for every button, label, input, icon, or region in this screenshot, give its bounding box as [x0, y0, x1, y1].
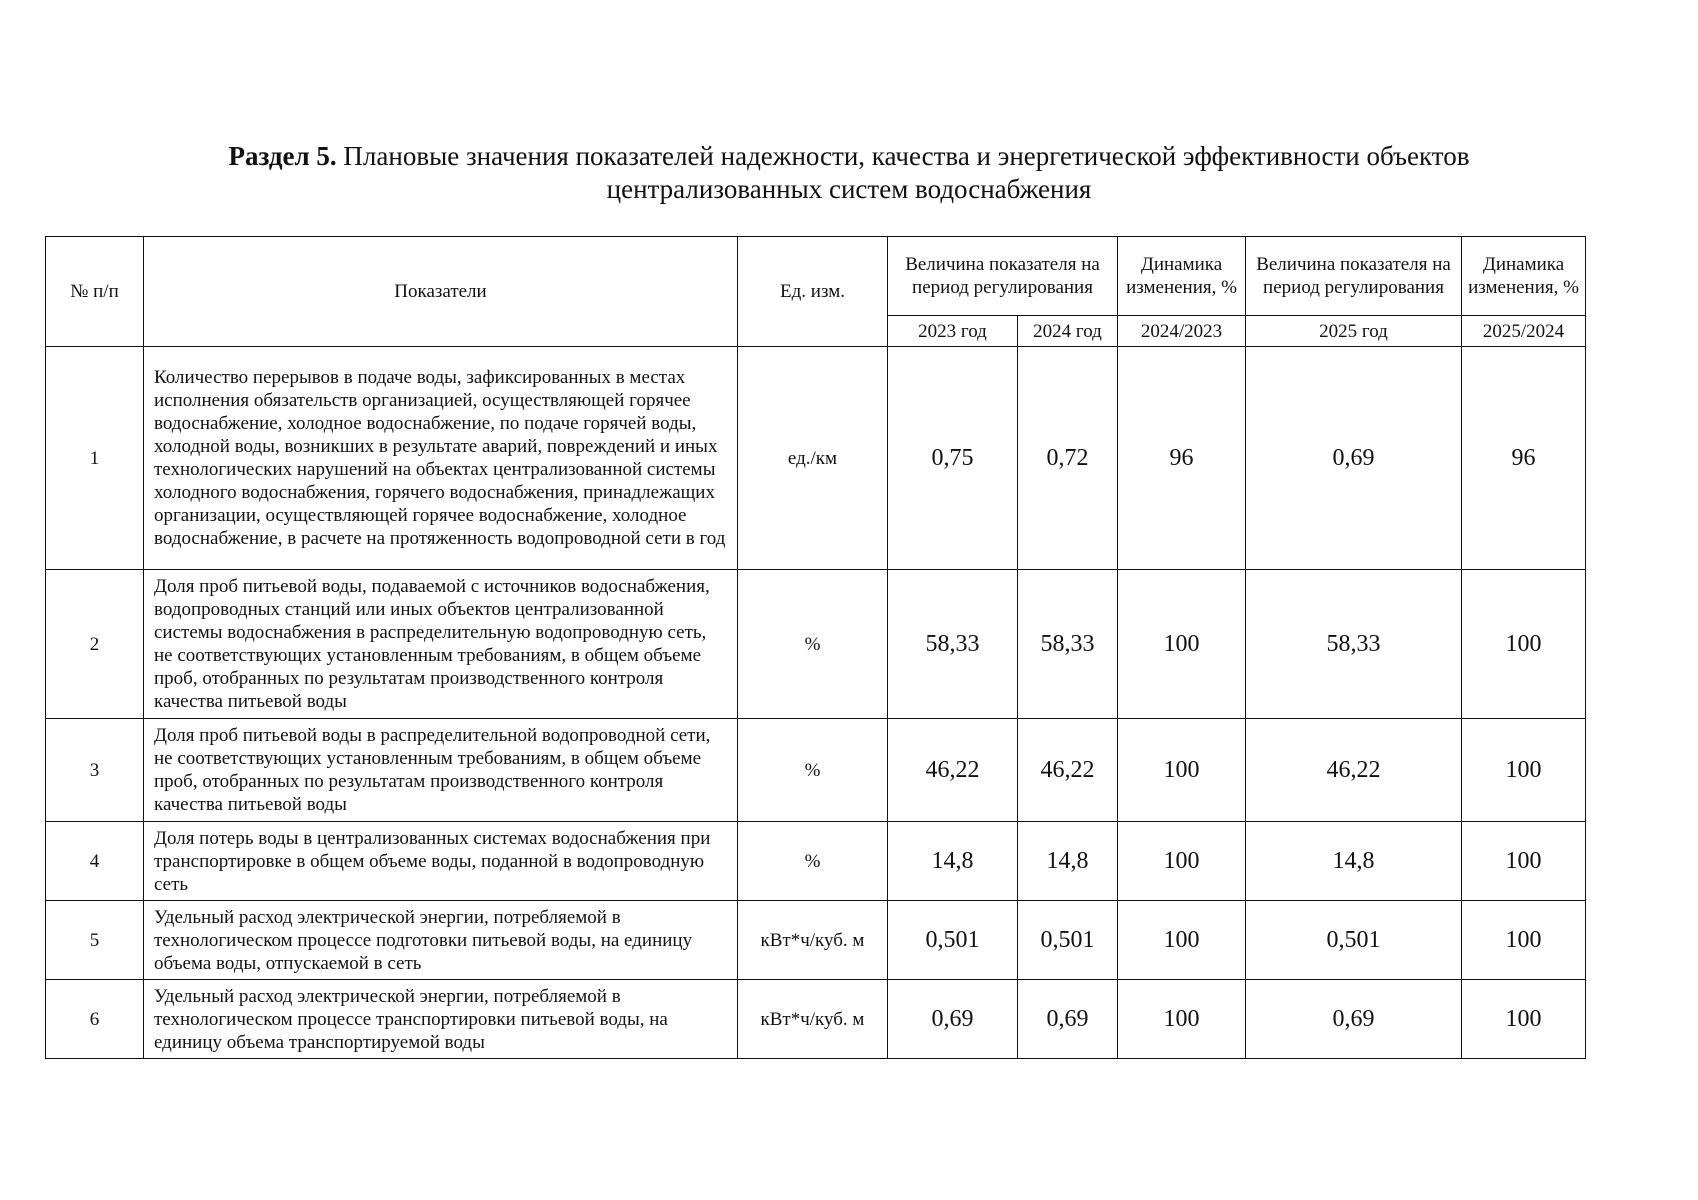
table-row [46, 901, 1586, 980]
row-dynamics-2024: 100 [1118, 570, 1246, 719]
header-ratio-2025-2024: 2025/2024 [1462, 316, 1586, 347]
header-num: № п/п [46, 237, 144, 347]
table-row [46, 822, 1586, 901]
row-value-2023: 14,8 [888, 822, 1018, 901]
row-value-2024: 58,33 [1018, 570, 1118, 719]
row-unit: ед./км [738, 347, 888, 570]
title-section-label: Раздел 5. [228, 141, 337, 171]
row-value-2023: 46,22 [888, 719, 1018, 822]
row-dynamics-2024: 96 [1118, 347, 1246, 570]
row-dynamics-2025: 96 [1462, 347, 1586, 570]
row-dynamics-2024: 100 [1118, 980, 1246, 1059]
section-title [0, 140, 1698, 206]
row-indicator: Количество перерывов в подаче воды, зафиксированных в местах исполнения обязательств организацией, осуществляющей горячее водоснабжение, холодное водоснабжение, по подаче горячей воды, холодной воды, возникших в результате аварий, повреждений и иных технологических нарушений на объектах централизованной системы холодного водоснабжения, горячего водоснабжения, принадлежащих организации, осуществляющей горячее водоснабжение, холодное водоснабжение, в расчете на протяженность водопроводной сети в год [144, 347, 738, 570]
row-num: 6 [46, 980, 144, 1059]
row-indicator: Удельный расход электрической энергии, потребляемой в технологическом процессе транспортировки питьевой воды, на единицу объема транспортируемой воды [144, 980, 738, 1059]
table-row [46, 719, 1586, 822]
header-value-period-2: Величина показателя на период регулирования [1246, 237, 1462, 316]
row-dynamics-2024: 100 [1118, 901, 1246, 980]
row-num: 5 [46, 901, 144, 980]
row-num: 3 [46, 719, 144, 822]
header-unit: Ед. изм. [738, 237, 888, 347]
row-indicator: Доля потерь воды в централизованных системах водоснабжения при транспортировке в общем объеме воды, поданной в водопроводную сеть [144, 822, 738, 901]
row-unit: кВт*ч/куб. м [738, 901, 888, 980]
header-ratio-2024-2023: 2024/2023 [1118, 316, 1246, 347]
header-year-2025: 2025 год [1246, 316, 1462, 347]
row-dynamics-2025: 100 [1462, 901, 1586, 980]
row-unit: % [738, 570, 888, 719]
row-value-2024: 0,69 [1018, 980, 1118, 1059]
row-value-2025: 14,8 [1246, 822, 1462, 901]
title-text-line-2: централизованных систем водоснабжения [606, 174, 1092, 204]
row-value-2025: 0,69 [1246, 980, 1462, 1059]
row-value-2023: 0,75 [888, 347, 1018, 570]
title-text-line-1: Плановые значения показателей надежности, качества и энергетической эффективности объектов [343, 141, 1470, 171]
row-value-2024: 14,8 [1018, 822, 1118, 901]
row-indicator: Доля проб питьевой воды, подаваемой с источников водоснабжения, водопроводных станций или иных объектов централизованной системы водоснабжения в распределительную водопроводную сеть, не соответствующих установленным требованиям, в общем объеме проб, отобранных по результатам производственного контроля качества питьевой воды [144, 570, 738, 719]
row-unit: кВт*ч/куб. м [738, 980, 888, 1059]
row-num: 1 [46, 347, 144, 570]
row-value-2025: 0,69 [1246, 347, 1462, 570]
header-year-2023: 2023 год [888, 316, 1018, 347]
row-dynamics-2025: 100 [1462, 822, 1586, 901]
header-row [46, 237, 1586, 316]
row-value-2023: 58,33 [888, 570, 1018, 719]
row-value-2024: 0,501 [1018, 901, 1118, 980]
title-line-1 [0, 140, 1698, 173]
table-row [46, 570, 1586, 719]
row-num: 2 [46, 570, 144, 719]
indicators-table [45, 236, 1586, 1059]
row-value-2025: 0,501 [1246, 901, 1462, 980]
row-value-2024: 46,22 [1018, 719, 1118, 822]
row-value-2023: 0,69 [888, 980, 1018, 1059]
row-unit: % [738, 719, 888, 822]
header-indicator: Показатели [144, 237, 738, 347]
row-dynamics-2025: 100 [1462, 570, 1586, 719]
row-dynamics-2025: 100 [1462, 980, 1586, 1059]
header-value-period-1: Величина показателя на период регулирования [888, 237, 1118, 316]
row-value-2025: 58,33 [1246, 570, 1462, 719]
table-row [46, 347, 1586, 570]
row-num: 4 [46, 822, 144, 901]
row-value-2025: 46,22 [1246, 719, 1462, 822]
row-value-2023: 0,501 [888, 901, 1018, 980]
row-dynamics-2024: 100 [1118, 822, 1246, 901]
row-dynamics-2024: 100 [1118, 719, 1246, 822]
header-dynamics-1: Динамика изменения, % [1118, 237, 1246, 316]
table-row [46, 980, 1586, 1059]
row-unit: % [738, 822, 888, 901]
header-year-2024: 2024 год [1018, 316, 1118, 347]
row-indicator: Доля проб питьевой воды в распределительной водопроводной сети, не соответствующих установленным требованиям, в общем объеме проб, отобранных по результатам производственного контроля качества питьевой воды [144, 719, 738, 822]
row-indicator: Удельный расход электрической энергии, потребляемой в технологическом процессе подготовки питьевой воды, на единицу объема воды, отпускаемой в сеть [144, 901, 738, 980]
row-value-2024: 0,72 [1018, 347, 1118, 570]
row-dynamics-2025: 100 [1462, 719, 1586, 822]
header-dynamics-2: Динамика изменения, % [1462, 237, 1586, 316]
